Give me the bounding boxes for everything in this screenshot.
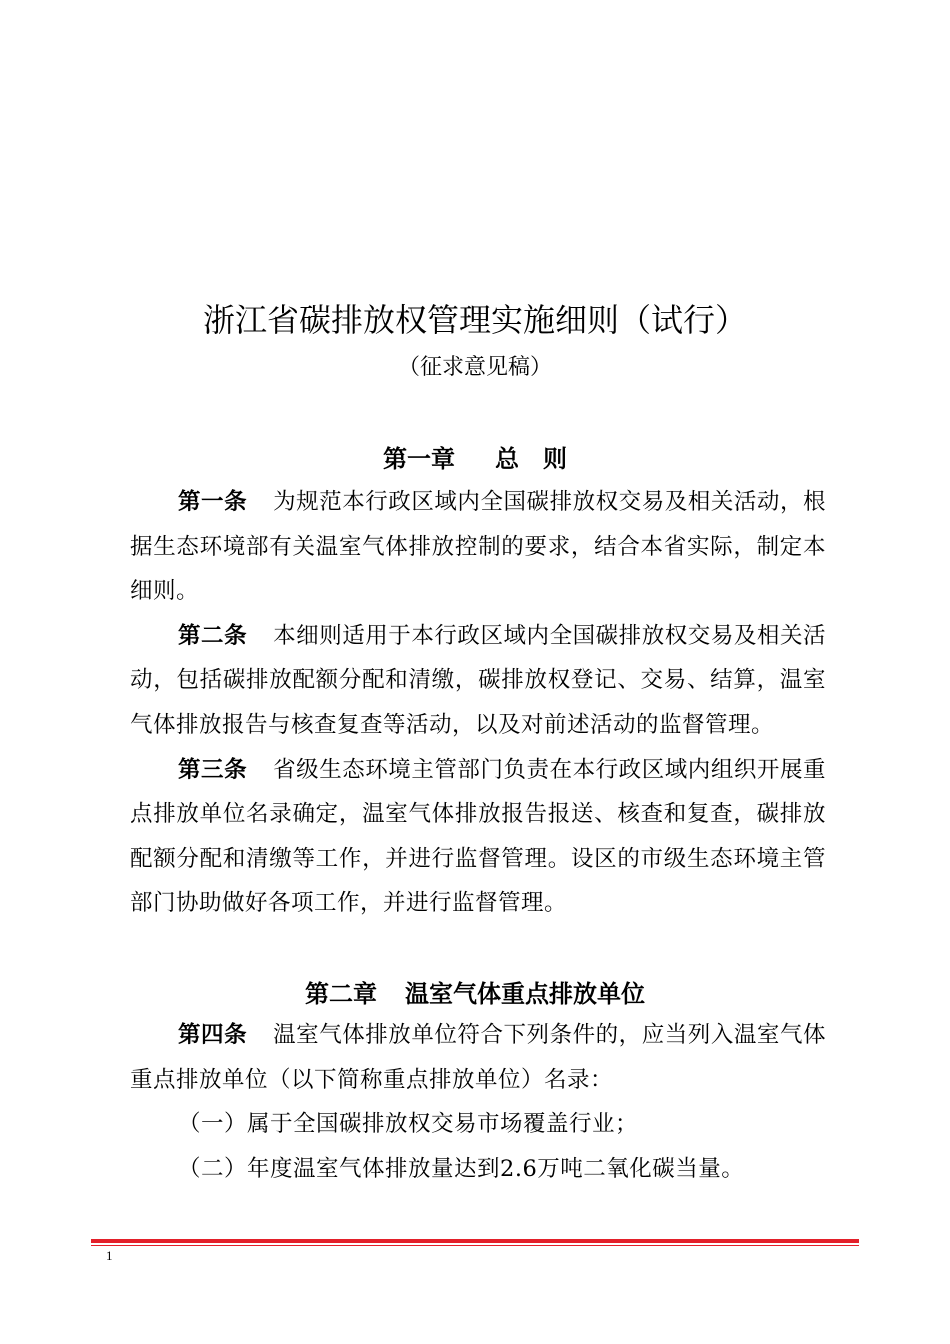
article-3-text: 省级生态环境主管部门负责在本行政区域内组织开展重点排放单位名录确定，温室气体排放报告报送、核查和复查，碳排放配额分配和清缴等工作，并进行监督管理。设区的市级生态环境主管部门协助做好各项工作，并进行监督管理。 <box>130 756 826 917</box>
document-title: 浙江省碳排放权管理实施细则（试行） <box>202 301 747 339</box>
chapter-2-number: 第二章 <box>305 980 377 1008</box>
article-2-text: 本细则适用于本行政区域内全国碳排放权交易及相关活动，包括碳排放配额分配和清缴，碳排放权登记、交易、结算，温室气体排放报告与核查复查等活动，以及对前述活动的监督管理。 <box>130 622 826 738</box>
article-1-text: 为规范本行政区域内全国碳排放权交易及相关活动，根据生态环境部有关温室气体排放控制的要求，结合本省实际，制定本细则。 <box>130 489 826 605</box>
chapter-1-heading <box>0 442 950 476</box>
article-2-label: 第二条 <box>178 622 248 649</box>
footer-rule-thin <box>91 1245 859 1246</box>
chapter-1-body <box>130 480 826 926</box>
page-number: 1 <box>106 1248 113 1263</box>
article-4 <box>130 1013 826 1102</box>
article-4-text: 温室气体排放单位符合下列条件的，应当列入温室气体重点排放单位（以下简称重点排放单位）名录： <box>130 1022 826 1093</box>
footer-rule-thick <box>91 1239 859 1243</box>
article-4-label: 第四条 <box>178 1022 248 1048</box>
article-4-item-1: （一）属于全国碳排放权交易市场覆盖行业； <box>178 1111 639 1138</box>
article-2 <box>130 614 826 748</box>
article-1 <box>130 480 826 614</box>
chapter-1-name: 总 则 <box>495 445 567 473</box>
chapter-2-body <box>130 1013 826 1191</box>
chapter-2-name: 温室气体重点排放单位 <box>405 980 645 1008</box>
article-3 <box>130 748 826 926</box>
article-1-label: 第一条 <box>178 489 248 515</box>
document-subtitle: （征求意见稿） <box>397 355 552 380</box>
article-4-item-2: （二）年度温室气体排放量达到2.6万吨二氧化碳当量。 <box>178 1155 745 1182</box>
article-3-label: 第三条 <box>178 756 248 783</box>
chapter-1-number: 第一章 <box>383 445 455 473</box>
chapter-2-heading <box>0 977 950 1011</box>
